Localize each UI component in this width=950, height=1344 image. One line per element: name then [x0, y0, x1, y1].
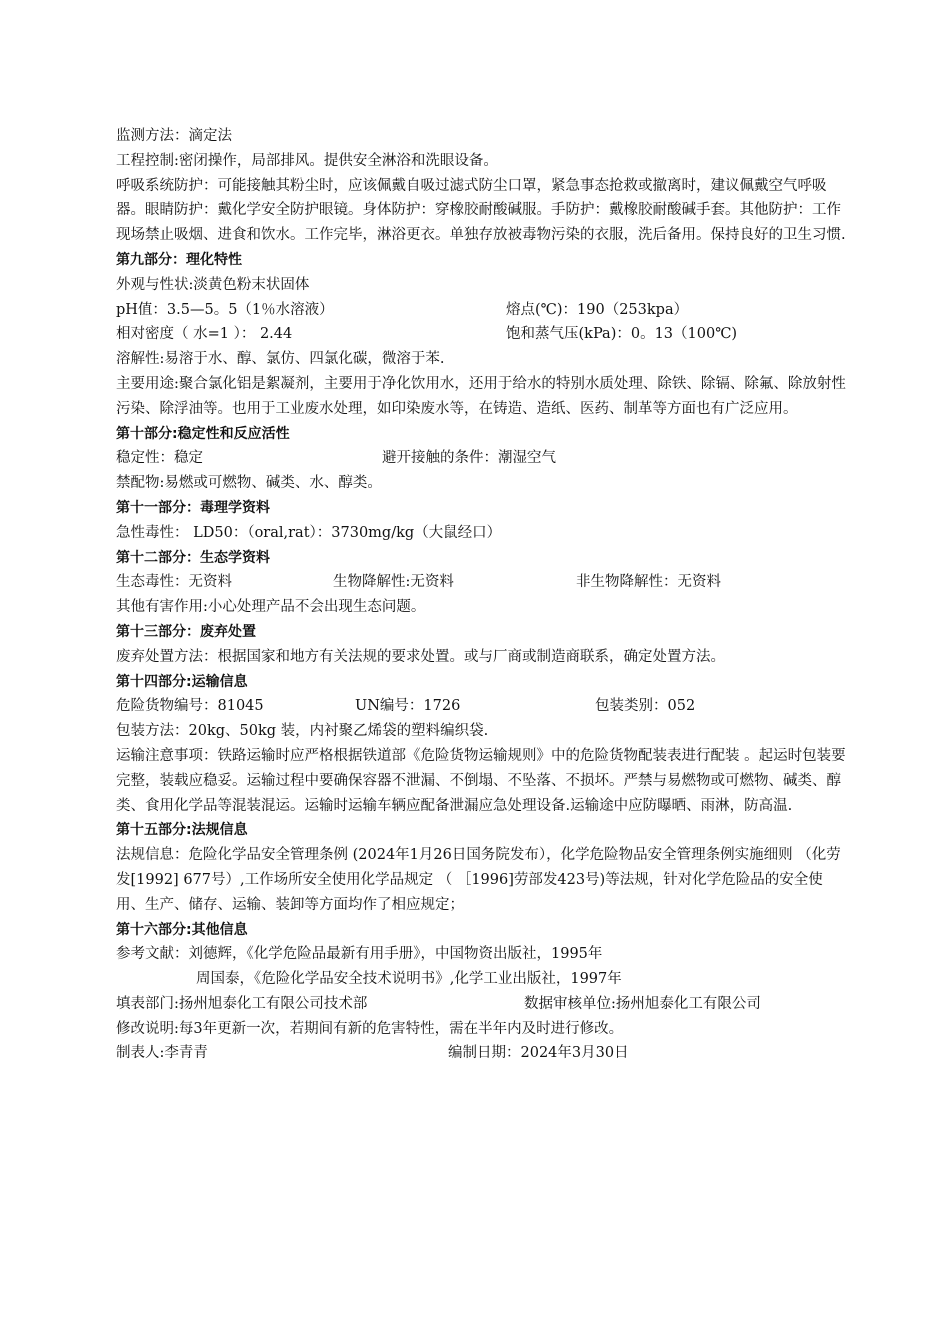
department-row	[116, 992, 846, 1017]
engineering-control: 工程控制:密闭操作，局部排风。提供安全淋浴和洗眼设备。	[116, 152, 498, 169]
disposal-method: 废弃处置方法：根据国家和地方有关法规的要求处置。或与厂商或制造商联系，确定处置方法。	[116, 648, 725, 665]
section-10-heading: 第十部分:稳定性和反应活性	[116, 425, 290, 442]
dangerous-goods-number: 危险货物编号：81045	[116, 698, 264, 715]
ph-melting-row	[116, 298, 846, 323]
section-16-heading: 第十六部分:其他信息	[116, 921, 248, 938]
msds-page	[116, 124, 846, 1066]
section-12-heading: 第十二部分：生态学资料	[116, 549, 270, 566]
author: 制表人:李青青	[116, 1045, 208, 1062]
melting-point: 熔点(℃)：190（253kpa）	[506, 301, 689, 318]
monitor-method: 监测方法：滴定法	[116, 128, 232, 144]
revision-note: 修改说明:每3年更新一次，若期间有新的危害特性，需在半年内及时进行修改。	[116, 1020, 624, 1037]
main-use: 主要用途:聚合氯化铝是絮凝剂，主要用于净化饮用水，还用于给水的特别水质处理、除铁、除镉、除氟、除放射性污染、除浮油等。也用于工业废水处理，如印染废水等，在铸造、造纸、医药、制革等方面也有广泛应用。	[116, 375, 846, 417]
vapor-pressure: 饱和蒸气压(kPa)：0。13（100℃)	[506, 326, 738, 343]
solubility: 溶解性:易溶于水、醇、氯仿、四氯化碳，微溶于苯.	[116, 351, 445, 368]
reference-1: 参考文献：刘德辉，《化学危险品最新有用手册》，中国物资出版社，1995年	[116, 946, 603, 963]
reference-2: 周国泰，《危险化学品安全技术说明书》,化学工业出版社，1997年	[196, 971, 622, 988]
section-9-heading: 第九部分：理化特性	[116, 251, 242, 268]
filling-department: 填表部门:扬州旭泰化工有限公司技术部	[116, 995, 368, 1012]
section-13-heading: 第十三部分：废弃处置	[116, 623, 256, 640]
relative-density: 相对密度（ 水=1 ）： 2.44	[116, 326, 293, 343]
density-vapor-row	[116, 322, 846, 347]
section-14-heading: 第十四部分:运输信息	[116, 673, 248, 690]
other-harmful-effects: 其他有害作用:小心处理产品不会出现生态问题。	[116, 599, 426, 616]
section-15-heading: 第十五部分:法规信息	[116, 822, 248, 839]
stability-row	[116, 446, 846, 471]
transport-codes-row	[116, 694, 846, 719]
appearance: 外观与性状:淡黄色粉末状固体	[116, 276, 310, 293]
author-row	[116, 1041, 846, 1066]
section-11-heading: 第十一部分：毒理学资料	[116, 499, 270, 516]
incompatible-materials: 禁配物:易燃或可燃物、碱类、水、醇类。	[116, 475, 382, 492]
review-unit: 数据审核单位:扬州旭泰化工有限公司	[524, 995, 761, 1012]
ph-value: pH值：3.5—5。5（1％水溶液）	[116, 301, 334, 318]
eco-row	[116, 570, 846, 595]
compile-date: 编制日期：2024年3月30日	[448, 1045, 629, 1062]
packing-category: 包装类别：052	[595, 698, 696, 715]
protection-text: 呼吸系统防护：可能接触其粉尘时，应该佩戴自吸过滤式防尘口罩，紧急事态抢救或撤离时，建议佩戴空气呼吸器。眼睛防护：戴化学安全防护眼镜。身体防护：穿橡胶耐酸碱服。手防护：戴橡胶耐酸碱手套。其他防护：工作现场禁止吸烟、进食和饮水。工作完毕，淋浴更衣。单独存放被毒物污染的衣服，洗后备用。保持良好的卫生习惯.	[116, 177, 846, 244]
avoid-conditions: 避开接触的条件：潮湿空气	[382, 450, 556, 467]
eco-toxicity: 生态毒性：无资料	[116, 574, 232, 591]
non-biodegradability: 非生物降解性：无资料	[576, 574, 721, 591]
transport-notes: 运输注意事项：铁路运输时应严格根据铁道部《危险货物运输规则》中的危险货物配装表进行配装 。起运时包装要完整，装载应稳妥。运输过程中要确保容器不泄漏、不倒塌、不坠落、不损坏。严禁与易燃物或可燃物、碱类、醇类、食用化学品等混装混运。运输时运输车辆应配备泄漏应急处理设备.运输途中应防曝晒、雨淋，防高温.	[116, 747, 846, 814]
biodegradability: 生物降解性:无资料	[333, 574, 454, 591]
stability: 稳定性：稳定	[116, 450, 203, 467]
acute-toxicity: 急性毒性： LD50：（oral,rat）：3730mg/kg（大鼠经口）	[116, 524, 502, 541]
un-number: UN编号：1726	[355, 698, 461, 715]
packing-method: 包装方法：20kg、50kg 装，内衬聚乙烯袋的塑料编织袋.	[116, 723, 489, 740]
regulation-text: 法规信息：危险化学品安全管理条例 (2024年1月26日国务院发布），化学危险物品安全管理条例实施细则 （化劳发[1992] 677号）,工作场所安全使用化学品规定 （ ［1996]劳部发423号)等法规，针对化学危险品的安全使用、生产、储存、运输、装卸等方面均作了相应规定；	[116, 847, 841, 913]
